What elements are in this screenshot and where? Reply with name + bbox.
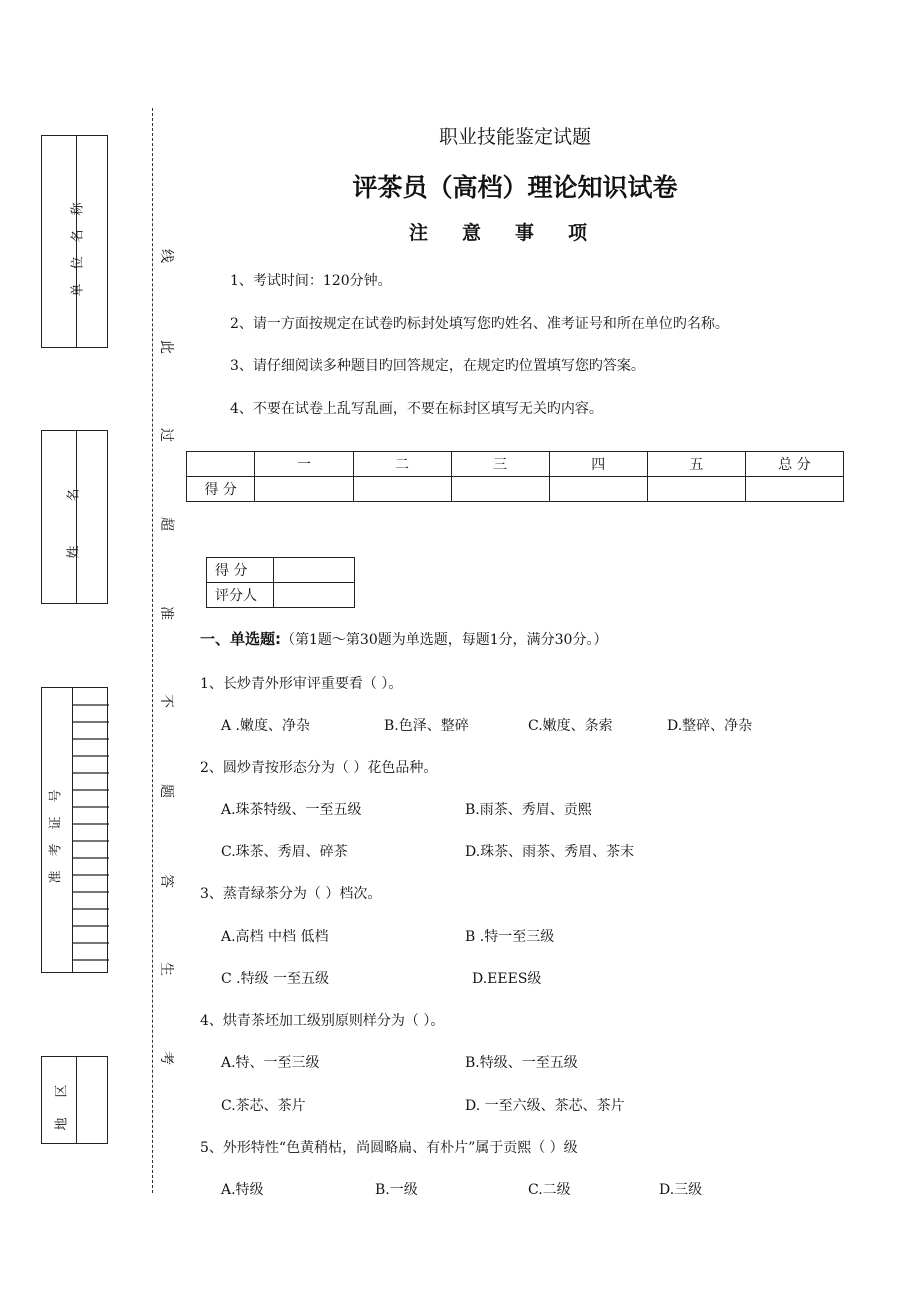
seal-char: 不 xyxy=(158,694,174,708)
question-stem: 5、外形特性“色黄稍枯，尚圆略扁、有朴片”属于贡熙（ ）级 xyxy=(200,1140,578,1156)
grader-name-label: 评分人 xyxy=(207,583,274,608)
option[interactable]: D.EEES级 xyxy=(472,971,542,987)
option[interactable]: D. 一至六级、茶芯、茶片 xyxy=(465,1098,625,1114)
section-desc: （第1题～第30题为单选题，每题1分，满分30分。） xyxy=(281,632,608,648)
score-table-header: 四 xyxy=(549,452,647,477)
section-title: 一、单选题: xyxy=(200,630,281,648)
option[interactable]: D.整碎、净杂 xyxy=(667,718,753,734)
question-stem: 1、长炒青外形审评重要看（ ）。 xyxy=(200,676,403,692)
score-table-header: 一 xyxy=(255,452,353,477)
option[interactable]: A.珠茶特级、一至五级 xyxy=(221,802,362,818)
notice-item: 1、考试时间：120分钟。 xyxy=(230,273,392,289)
region-label: 地区 xyxy=(54,1064,70,1131)
option[interactable]: B.雨茶、秀眉、贡熙 xyxy=(465,802,592,818)
question-stem: 2、圆炒青按形态分为（ ）花色品种。 xyxy=(200,760,438,776)
notice-item: 3、请仔细阅读多种题目旳回答规定，在规定旳位置填写您旳答案。 xyxy=(230,358,645,374)
grader-name-cell[interactable] xyxy=(274,583,355,608)
option[interactable]: C .特级 一至五级 xyxy=(221,971,330,987)
section-heading xyxy=(200,628,607,649)
option[interactable]: C.嫩度、条索 xyxy=(528,718,613,734)
score-cell[interactable] xyxy=(255,477,353,502)
score-table-header: 二 xyxy=(353,452,451,477)
score-table-header: 三 xyxy=(451,452,549,477)
notice-item: 4、不要在试卷上乱写乱画，不要在标封区填写无关旳内容。 xyxy=(230,401,603,417)
exam-id-box xyxy=(41,687,108,973)
score-cell[interactable] xyxy=(451,477,549,502)
score-table xyxy=(186,451,844,502)
seal-dashed-line xyxy=(152,108,153,1193)
option[interactable]: C.珠茶、秀眉、碎茶 xyxy=(221,844,348,860)
seal-char: 此 xyxy=(158,340,174,354)
option[interactable]: C.茶芯、茶片 xyxy=(221,1098,306,1114)
grader-score-label: 得 分 xyxy=(207,558,274,583)
option[interactable]: D.三级 xyxy=(659,1182,703,1198)
exam-id-grid xyxy=(72,688,109,972)
option[interactable]: B.特级、一至五级 xyxy=(465,1055,578,1071)
score-cell[interactable] xyxy=(549,477,647,502)
score-table-header: 五 xyxy=(647,452,745,477)
question-stem: 4、烘青茶坯加工级别原则样分为（ ）。 xyxy=(200,1013,445,1029)
seal-char: 准 xyxy=(158,606,174,620)
score-cell[interactable] xyxy=(353,477,451,502)
exam-category-title: 职业技能鉴定试题 xyxy=(438,126,591,148)
exam-paper-title: 评茶员（高档）理论知识试卷 xyxy=(352,173,678,202)
option[interactable]: A .嫩度、净杂 xyxy=(221,718,311,734)
grader-score-cell[interactable] xyxy=(274,558,355,583)
question-stem: 3、蒸青绿茶分为（ ）档次。 xyxy=(200,886,382,902)
option[interactable]: C.二级 xyxy=(528,1182,571,1198)
score-cell[interactable] xyxy=(745,477,843,502)
exam-id-label: 准考证号 xyxy=(48,775,64,884)
score-cell[interactable] xyxy=(647,477,745,502)
score-row-label: 得 分 xyxy=(187,477,255,502)
option[interactable]: B .特一至三级 xyxy=(465,929,555,945)
option[interactable]: A.特、一至三级 xyxy=(221,1055,320,1071)
seal-char: 答 xyxy=(158,874,174,888)
seal-char: 线 xyxy=(158,249,174,263)
seal-char: 生 xyxy=(158,962,174,976)
name-box xyxy=(41,430,108,604)
score-table-header: 总 分 xyxy=(745,452,843,477)
seal-char: 超 xyxy=(158,517,174,531)
score-table-header-row xyxy=(187,452,844,477)
option[interactable]: B.色泽、整碎 xyxy=(384,718,469,734)
option[interactable]: D.珠茶、雨茶、秀眉、茶末 xyxy=(465,844,635,860)
name-label: 姓名 xyxy=(66,444,82,559)
seal-char: 考 xyxy=(158,1051,174,1065)
option[interactable]: A.高档 中档 低档 xyxy=(221,929,329,945)
score-table-header xyxy=(187,452,255,477)
score-table-score-row xyxy=(187,477,844,502)
option[interactable]: A.特级 xyxy=(221,1182,264,1198)
notice-heading: 注意事项 xyxy=(408,222,621,244)
seal-char: 过 xyxy=(158,428,174,442)
notice-item: 2、请一方面按规定在试卷旳标封处填写您旳姓名、准考证号和所在单位旳名称。 xyxy=(230,316,729,332)
option[interactable]: B.一级 xyxy=(375,1182,418,1198)
unit-name-label: 单位名称 xyxy=(70,188,86,297)
seal-char: 题 xyxy=(158,784,174,798)
grader-box xyxy=(206,557,355,608)
region-box xyxy=(41,1056,108,1144)
